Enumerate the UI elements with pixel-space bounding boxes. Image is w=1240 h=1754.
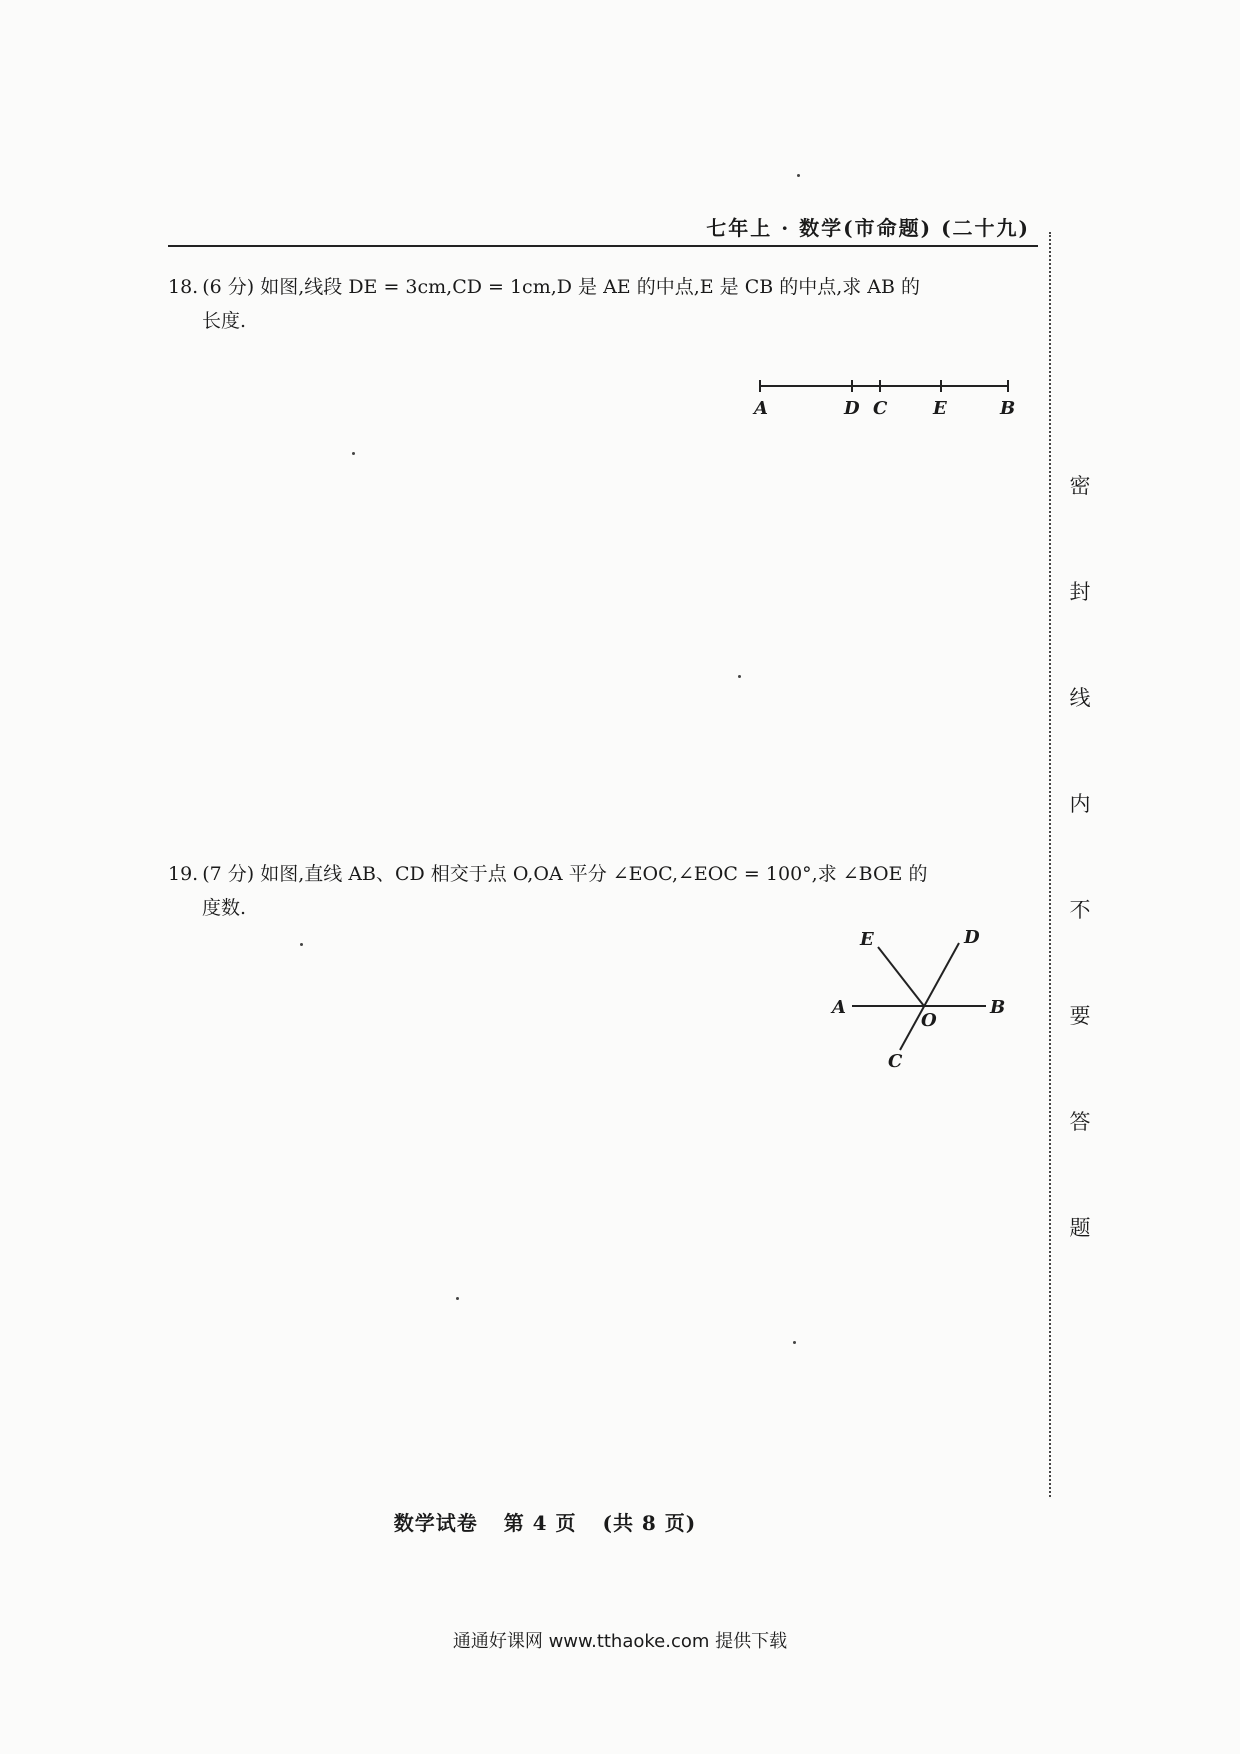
point-label-e: E bbox=[860, 929, 874, 950]
header-rule bbox=[168, 245, 1038, 247]
binding-margin-text bbox=[1055, 470, 1105, 1318]
point-label-d: D bbox=[844, 398, 860, 419]
intersecting-lines-figure bbox=[826, 925, 1026, 1075]
question-18-line-1 bbox=[168, 270, 1033, 304]
question-19-line-1 bbox=[168, 857, 1033, 891]
question-19-line-2: 度数. bbox=[202, 897, 247, 919]
point-label-c: C bbox=[873, 398, 888, 419]
footer-total-pages: (共 8 页) bbox=[602, 1511, 697, 1535]
scan-speck bbox=[456, 1297, 459, 1300]
binding-char: 线 bbox=[1069, 686, 1091, 710]
question-score: (7 分) bbox=[202, 863, 255, 885]
point-label-b: B bbox=[990, 997, 1006, 1018]
scan-speck bbox=[352, 452, 355, 455]
scan-speck bbox=[793, 1341, 796, 1344]
ray-oe bbox=[878, 947, 924, 1006]
page-footer bbox=[0, 1507, 1090, 1536]
question-18 bbox=[168, 270, 1033, 338]
scan-speck bbox=[797, 174, 800, 177]
binding-char: 内 bbox=[1069, 792, 1091, 816]
binding-char: 封 bbox=[1069, 580, 1091, 604]
binding-dotted-line bbox=[1049, 232, 1051, 1497]
point-label-a: A bbox=[754, 398, 768, 419]
paper-header-title: 七年上 · 数学(市命题) (二十九) bbox=[706, 216, 1030, 240]
question-19 bbox=[168, 857, 1033, 925]
binding-char: 题 bbox=[1069, 1216, 1091, 1240]
binding-char: 答 bbox=[1069, 1110, 1091, 1134]
scan-speck bbox=[738, 675, 741, 678]
binding-char: 密 bbox=[1069, 474, 1091, 498]
binding-char: 不 bbox=[1069, 898, 1091, 922]
point-label-o: O bbox=[921, 1010, 937, 1031]
footer-page-number: 第 4 页 bbox=[503, 1511, 577, 1535]
question-score: (6 分) bbox=[202, 276, 255, 298]
question-18-line-2: 长度. bbox=[202, 310, 247, 332]
scan-speck bbox=[300, 943, 303, 946]
question-text: 如图,直线 AB、CD 相交于点 O,OA 平分 ∠EOC,∠EOC = 100°,求 ∠BOE 的 bbox=[260, 863, 928, 885]
point-label-c: C bbox=[888, 1051, 903, 1072]
point-label-d: D bbox=[964, 927, 980, 948]
question-text: 如图,线段 DE = 3cm,CD = 1cm,D 是 AE 的中点,E 是 CB 的中点,求 AB 的 bbox=[260, 276, 921, 298]
download-watermark: 通通好课网 www.tthaoke.com 提供下载 bbox=[452, 1631, 788, 1652]
question-number: 18. bbox=[168, 276, 199, 298]
point-label-a: A bbox=[832, 997, 846, 1018]
point-label-e: E bbox=[933, 398, 947, 419]
line-cd bbox=[900, 943, 959, 1050]
question-number: 19. bbox=[168, 863, 199, 885]
footer-paper-name: 数学试卷 bbox=[393, 1511, 478, 1535]
segment-figure bbox=[752, 372, 1022, 422]
point-label-b: B bbox=[1000, 398, 1016, 419]
binding-char: 要 bbox=[1069, 1004, 1091, 1028]
